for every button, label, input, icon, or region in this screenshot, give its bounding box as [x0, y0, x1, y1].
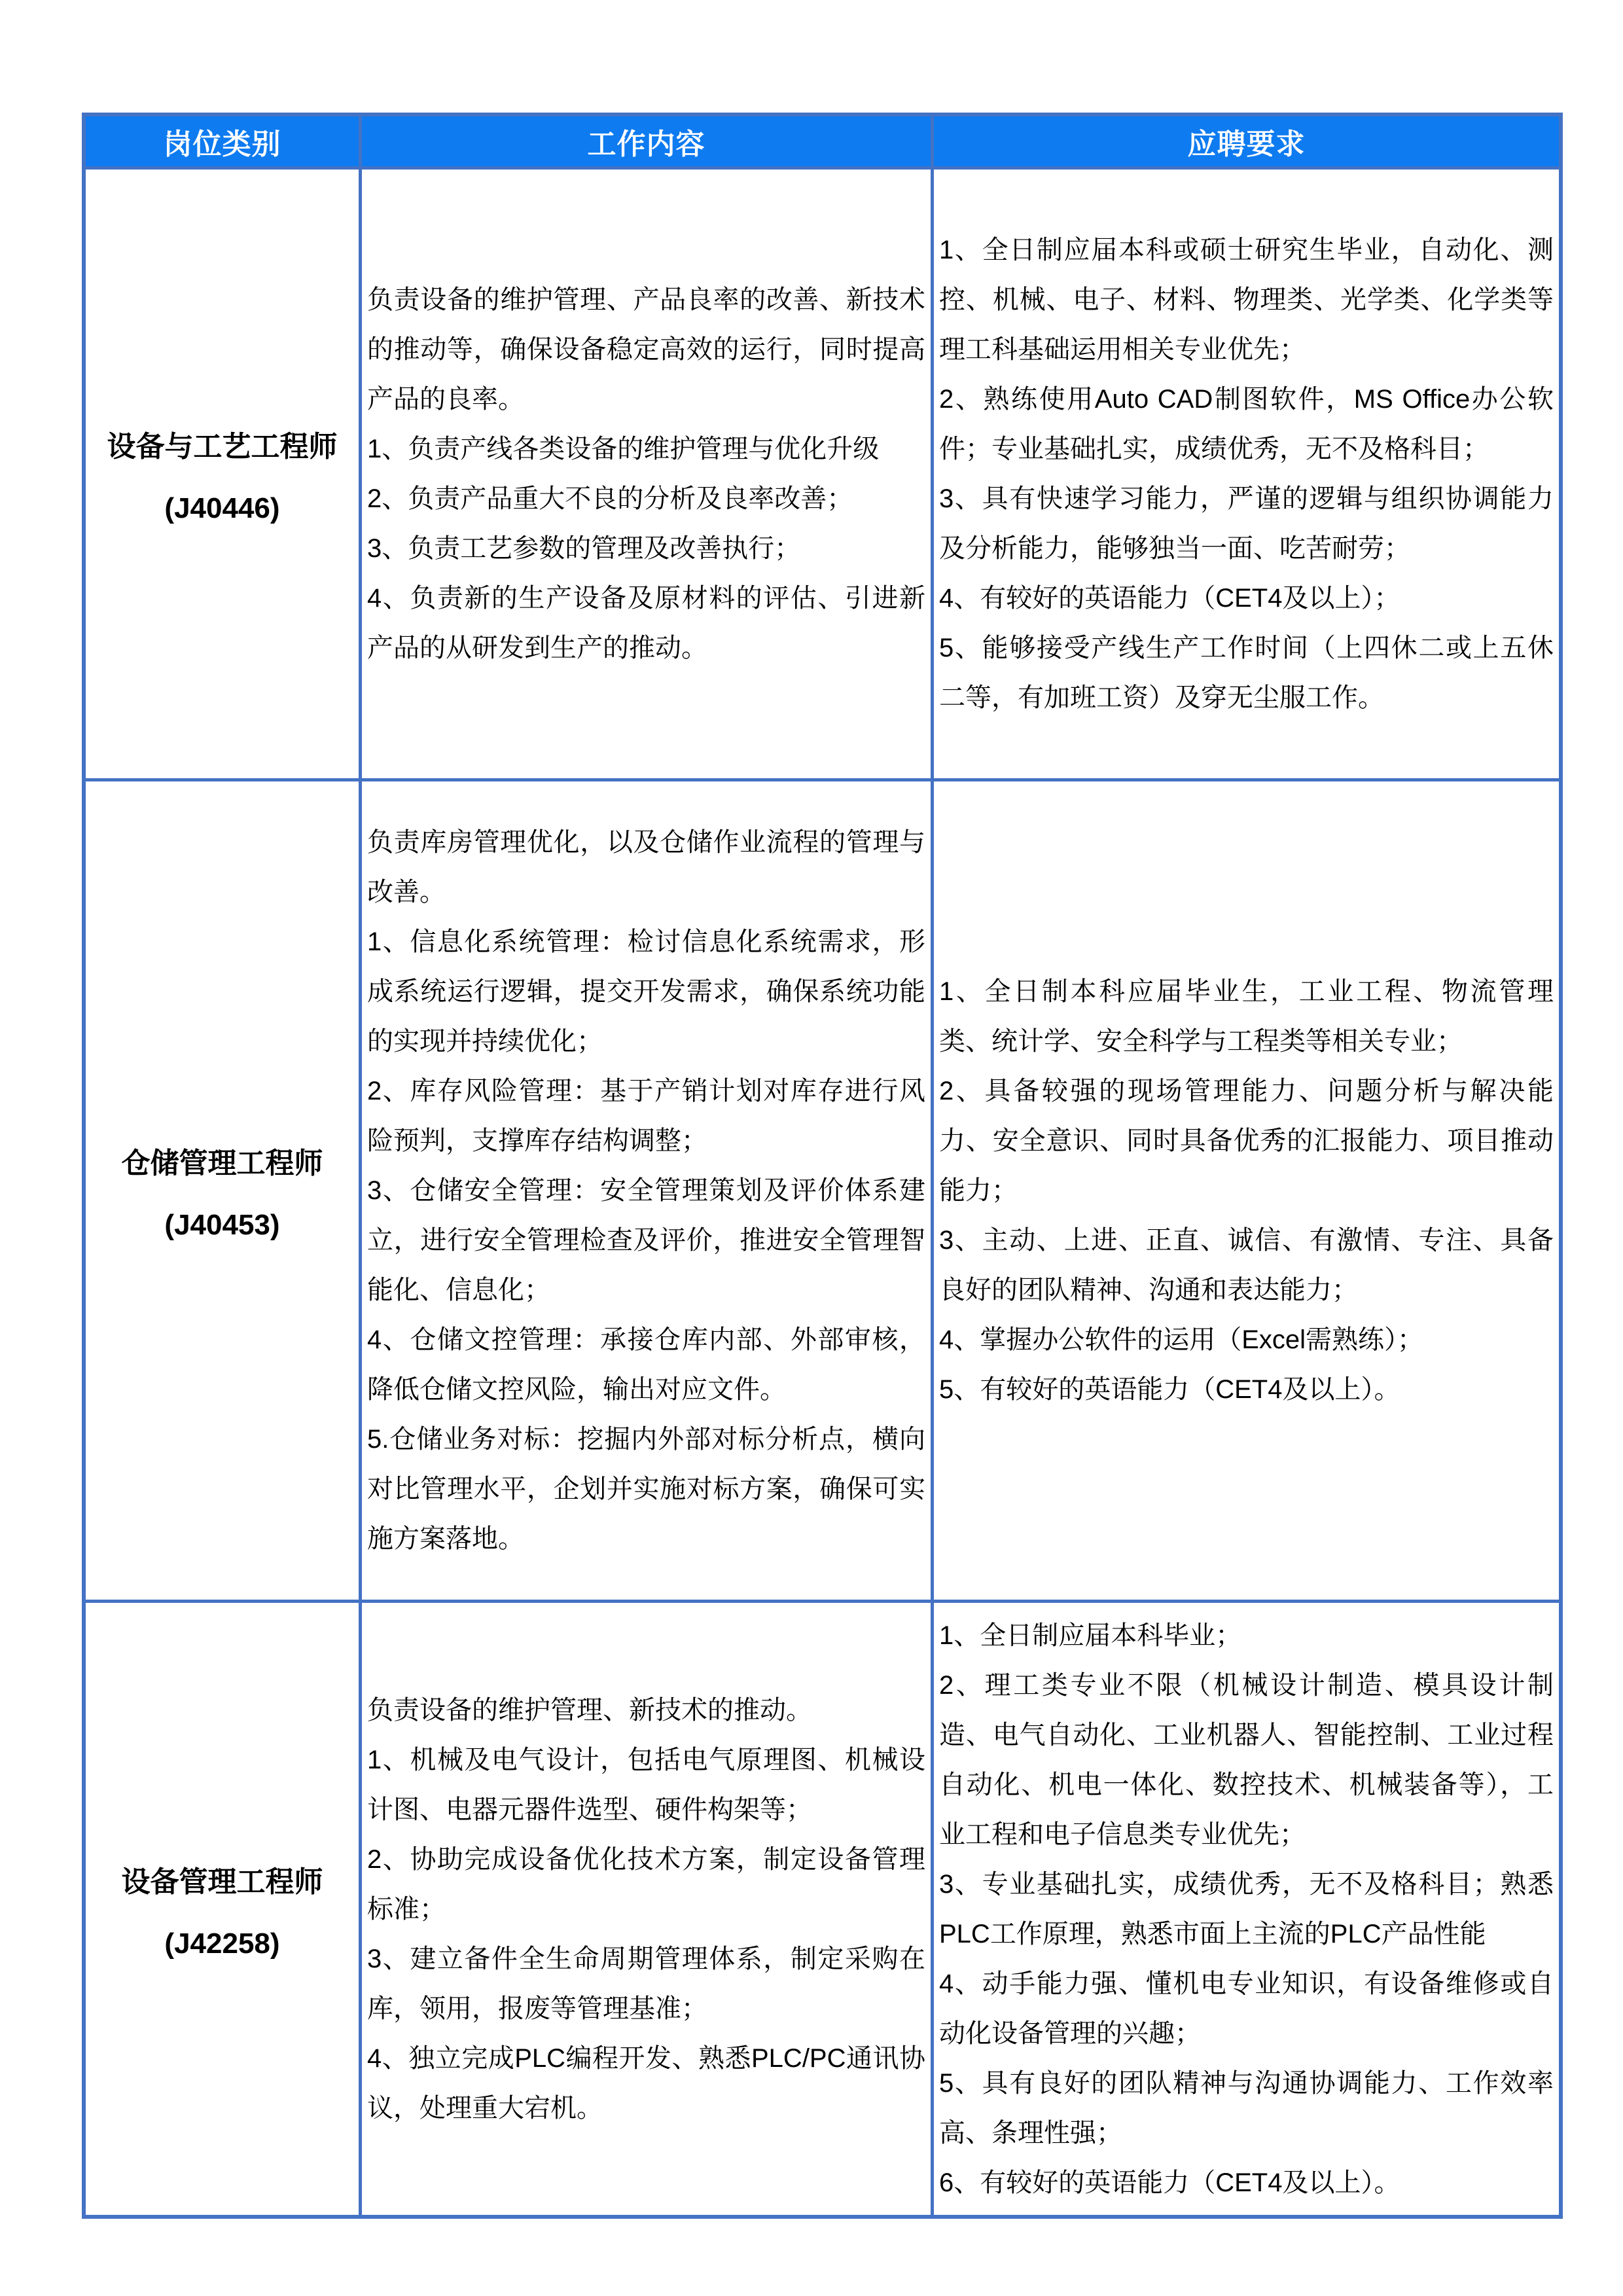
duty-item: 5.仓储业务对标：挖掘内外部对标分析点，横向对比管理水平，企划并实施对标方案，确保可实施方案落地。 — [367, 1425, 925, 1553]
job-requirements-cell — [934, 170, 1559, 778]
duty-item: 4、独立完成PLC编程开发、熟悉PLC/PC通讯协议，处理重大宕机。 — [367, 2043, 925, 2123]
duty-item: 负责设备的维护管理、新技术的推动。 — [367, 1695, 812, 1725]
duty-item: 3、建立备件全生命周期管理体系，制定采购在库，领用，报废等管理基准； — [367, 1944, 925, 2023]
header-job-requirements: 应聘要求 — [934, 117, 1559, 166]
requirement-item: 4、有较好的英语能力（CET4及以上）； — [939, 584, 1400, 613]
duty-item: 3、负责工艺参数的管理及改善执行； — [367, 534, 801, 563]
requirement-item: 2、具备较强的现场管理能力、问题分析与解决能力、安全意识、同时具备优秀的汇报能力、项目推动能力； — [939, 1077, 1554, 1205]
requirement-item: 5、有较好的英语能力（CET4及以上）。 — [939, 1375, 1400, 1404]
requirement-item: 2、熟练使用Auto CAD制图软件，MS Office办公软件；专业基础扎实，成绩优秀，无不及格科目； — [939, 385, 1554, 463]
requirement-item: 3、具有快速学习能力，严谨的逻辑与组织协调能力及分析能力，能够独当一面、吃苦耐劳； — [939, 484, 1554, 563]
requirement-item: 4、动手能力强、懂机电专业知识，有设备维修或自动化设备管理的兴趣； — [939, 1969, 1554, 2048]
duty-item: 2、协助完成设备优化技术方案，制定设备管理标准； — [367, 1844, 925, 1924]
duty-item: 3、仓储安全管理：安全管理策划及评价体系建立，进行安全管理检查及评价，推进安全管理智能化、信息化； — [367, 1176, 925, 1304]
job-title: 设备与工艺工程师 — [107, 431, 338, 463]
jobs-table — [82, 113, 1563, 2219]
requirement-item: 3、主动、上进、正直、诚信、有激情、专注、具备良好的团队精神、沟通和表达能力； — [939, 1226, 1554, 1304]
requirement-item: 1、全日制应届本科毕业； — [939, 1621, 1242, 1650]
duty-item: 2、库存风险管理：基于产销计划对库存进行风险预判，支撑库存结构调整； — [367, 1077, 925, 1155]
requirement-item: 1、全日制应届本科或硕士研究生毕业，自动化、测控、机械、电子、材料、物理类、光学类、化学类等理工科基础运用相关专业优先； — [939, 236, 1554, 364]
job-code: (J40446) — [164, 492, 280, 524]
header-job-duties: 工作内容 — [362, 117, 931, 166]
duty-item: 4、负责新的生产设备及原材料的评估、引进新产品的从研发到生产的推动。 — [367, 584, 925, 662]
job-duties-cell — [362, 170, 931, 778]
job-duties-cell — [362, 1603, 931, 2215]
requirement-item: 5、具有良好的团队精神与沟通协调能力、工作效率高、条理性强； — [939, 2068, 1554, 2147]
requirement-item: 3、专业基础扎实，成绩优秀，无不及格科目；熟悉PLC工作原理，熟悉市面上主流的PLC产品性能 — [939, 1869, 1554, 1948]
duty-item: 4、仓储文控管理：承接仓库内部、外部审核，降低仓储文控风险，输出对应文件。 — [367, 1325, 925, 1404]
job-code: (J40453) — [164, 1209, 280, 1241]
requirement-item: 4、掌握办公软件的运用（Excel需熟练）； — [939, 1325, 1424, 1354]
requirement-item: 5、能够接受产线生产工作时间（上四休二或上五休二等，有加班工资）及穿无尘服工作。 — [939, 634, 1554, 712]
duty-item: 1、机械及电气设计，包括电气原理图、机械设计图、电器元器件选型、硬件构架等； — [367, 1745, 925, 1824]
job-category-cell — [86, 781, 359, 1600]
job-title: 仓储管理工程师 — [121, 1147, 323, 1179]
job-code: (J42258) — [164, 1927, 280, 1960]
requirement-item: 1、全日制本科应届毕业生，工业工程、物流管理类、统计学、安全科学与工程类等相关专业； — [939, 977, 1554, 1056]
header-job-category: 岗位类别 — [86, 117, 359, 166]
job-requirements-cell — [934, 1603, 1559, 2215]
duty-item: 2、负责产品重大不良的分析及良率改善； — [367, 484, 853, 513]
requirement-item: 2、理工类专业不限（机械设计制造、模具设计制造、电气自动化、工业机器人、智能控制、工业过程自动化、机电一体化、数控技术、机械装备等），工业工程和电子信息类专业优先； — [939, 1670, 1554, 1849]
duty-item: 负责库房管理优化，以及仓储作业流程的管理与改善。 — [367, 828, 925, 906]
requirement-item: 6、有较好的英语能力（CET4及以上）。 — [939, 2168, 1400, 2197]
duty-item: 1、负责产线各类设备的维护管理与优化升级 — [367, 435, 880, 463]
job-category-cell — [86, 1603, 359, 2215]
job-requirements-cell — [934, 781, 1559, 1600]
job-duties-cell — [362, 781, 931, 1600]
duty-item: 负责设备的维护管理、产品良率的改善、新技术的推动等，确保设备稳定高效的运行，同时提高产品的良率。 — [367, 285, 925, 414]
job-title: 设备管理工程师 — [121, 1865, 323, 1898]
duty-item: 1、信息化系统管理：检讨信息化系统需求，形成系统运行逻辑，提交开发需求，确保系统功能的实现并持续优化； — [367, 927, 925, 1056]
job-category-cell — [86, 170, 359, 778]
